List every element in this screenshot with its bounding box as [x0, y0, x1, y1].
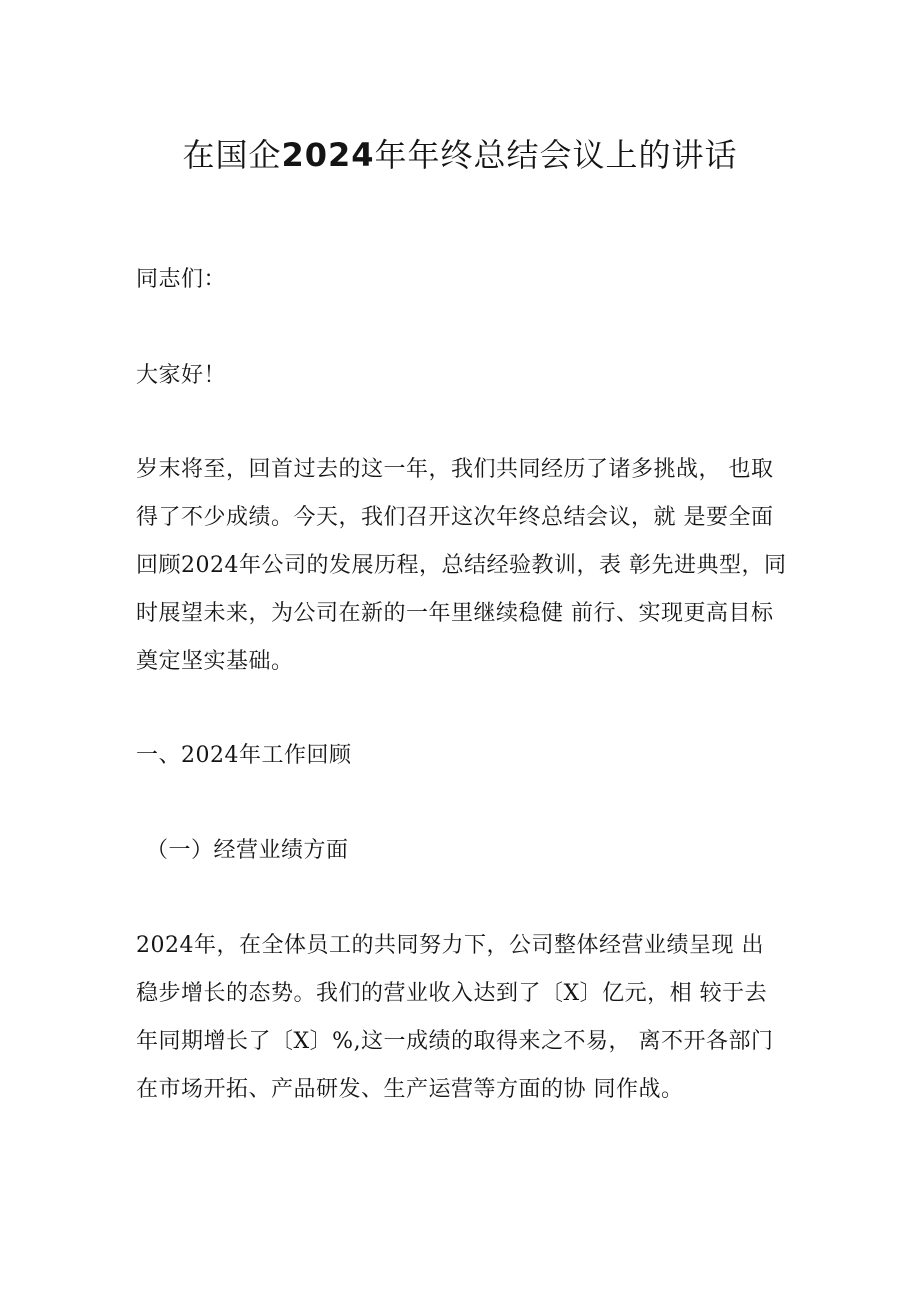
- subsection-1-heading: （一）经营业绩方面: [146, 838, 349, 863]
- intro-line: 回顾2024年公司的发展历程，总结经验教训，表 彰先进典型，同: [136, 553, 787, 578]
- title-prefix: 在国企: [182, 136, 282, 174]
- salutation: 同志们：: [136, 267, 227, 292]
- document-title: [0, 133, 920, 177]
- greeting: 大家好！: [136, 363, 227, 388]
- performance-line: 年同期增长了〔X〕%,这一成绩的取得来之不易， 离不开各部门: [136, 1029, 774, 1054]
- title-suffix: 年年终总结会议上的讲话: [374, 136, 738, 174]
- performance-line: 在市场开拓、产品研发、生产运营等方面的协 同作战。: [136, 1077, 684, 1102]
- performance-line: 稳步增长的态势。我们的营业收入达到了〔X〕亿元，相 较于去: [136, 981, 768, 1006]
- intro-line: 得了不少成绩。今天，我们召开这次年终总结会议，就 是要全面: [136, 505, 774, 530]
- section-1-heading: 一、2024年工作回顾: [136, 743, 352, 768]
- performance-line: 2024年，在全体员工的共同努力下，公司整体经营业绩呈现 出: [136, 933, 764, 958]
- intro-line: 岁末将至，回首过去的这一年，我们共同经历了诸多挑战， 也取: [136, 457, 774, 482]
- performance-paragraph: [136, 922, 796, 1114]
- title-year: 2024: [281, 136, 375, 174]
- intro-line: 时展望未来，为公司在新的一年里继续稳健 前行、实现更高目标: [136, 601, 774, 626]
- intro-line: 奠定坚实基础。: [136, 649, 294, 674]
- intro-paragraph: [136, 446, 796, 686]
